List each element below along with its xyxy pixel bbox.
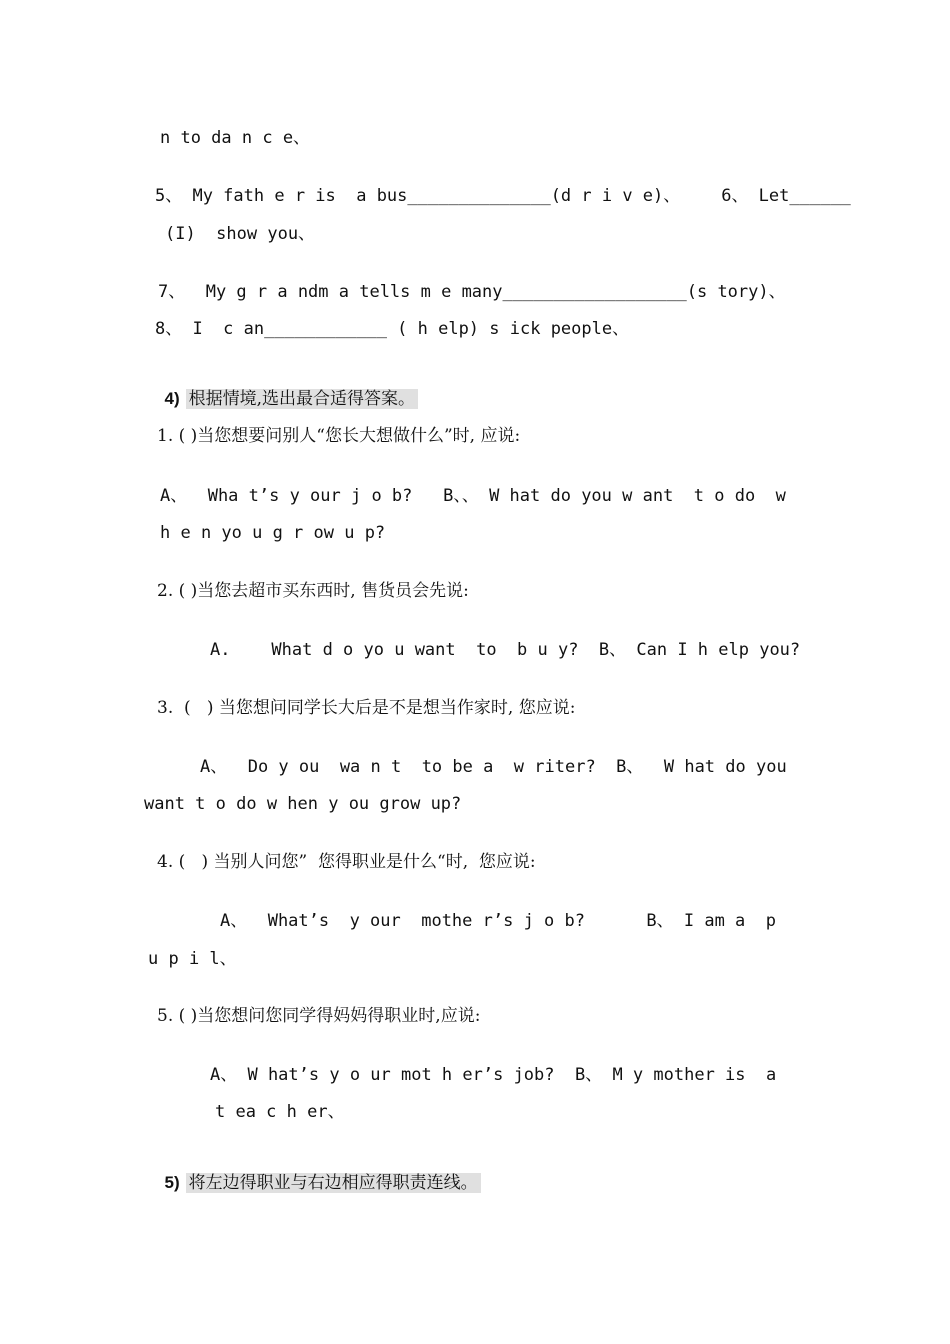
question-text: 1. ( )当您想要问别人“您长大想做什么”时, 应说: (157, 426, 521, 446)
question-text: 4. ( ) 当别人问您” 您得职业是什么“时, 您应说: (157, 852, 536, 872)
answer-options: A. What d o yo u want to b u y? B、 Can I h elp you? (210, 640, 801, 660)
fill-line: 5、 My fath e r is a bus______________(d r i v e)、 6、 Let______ (155, 186, 851, 206)
fill-line: 8、 I c an____________ ( h elp) s ick people、 (155, 319, 630, 339)
fill-line: (I) show you、 (165, 224, 316, 244)
section-number: 4) (164, 389, 180, 408)
answer-options: h e n yo u g r ow u p? (160, 523, 386, 543)
fill-line: 7、 My g r a ndm a tells m e many__________________(s tory)、 (158, 282, 786, 302)
fill-line: n to da n c e、 (160, 128, 311, 148)
answer-options: A、 Do y ou wa n t to be a w riter? B、 W hat do you (200, 757, 787, 777)
answer-options: A、 Wha t’s y our j o b? B、、 W hat do you w ant t o do w (160, 486, 786, 506)
answer-options: u p i l、 (148, 949, 237, 969)
answer-options: A、 W hat’s y o ur mot h er’s job? B、 M y mother is a (210, 1065, 777, 1085)
section-title: 将左边得职业与右边相应得职责连线。 (186, 1173, 481, 1193)
section-heading (144, 366, 418, 410)
answer-options: A、 What’s y our mothe r’s j o b? B、 I am a p (220, 911, 776, 931)
section-heading (144, 1150, 481, 1194)
question-text: 2. ( )当您去超市买东西时, 售货员会先说: (157, 581, 469, 601)
answer-options: t ea c h er、 (215, 1102, 345, 1122)
answer-options: want t o do w hen y ou grow up? (144, 794, 462, 814)
question-text: 3. ( ) 当您想问同学长大后是不是想当作家时, 您应说: (157, 698, 576, 718)
section-title: 根据情境,选出最合适得答案。 (186, 389, 418, 409)
question-text: 5. ( )当您想问您同学得妈妈得职业时,应说: (157, 1006, 481, 1026)
section-number: 5) (164, 1173, 180, 1192)
